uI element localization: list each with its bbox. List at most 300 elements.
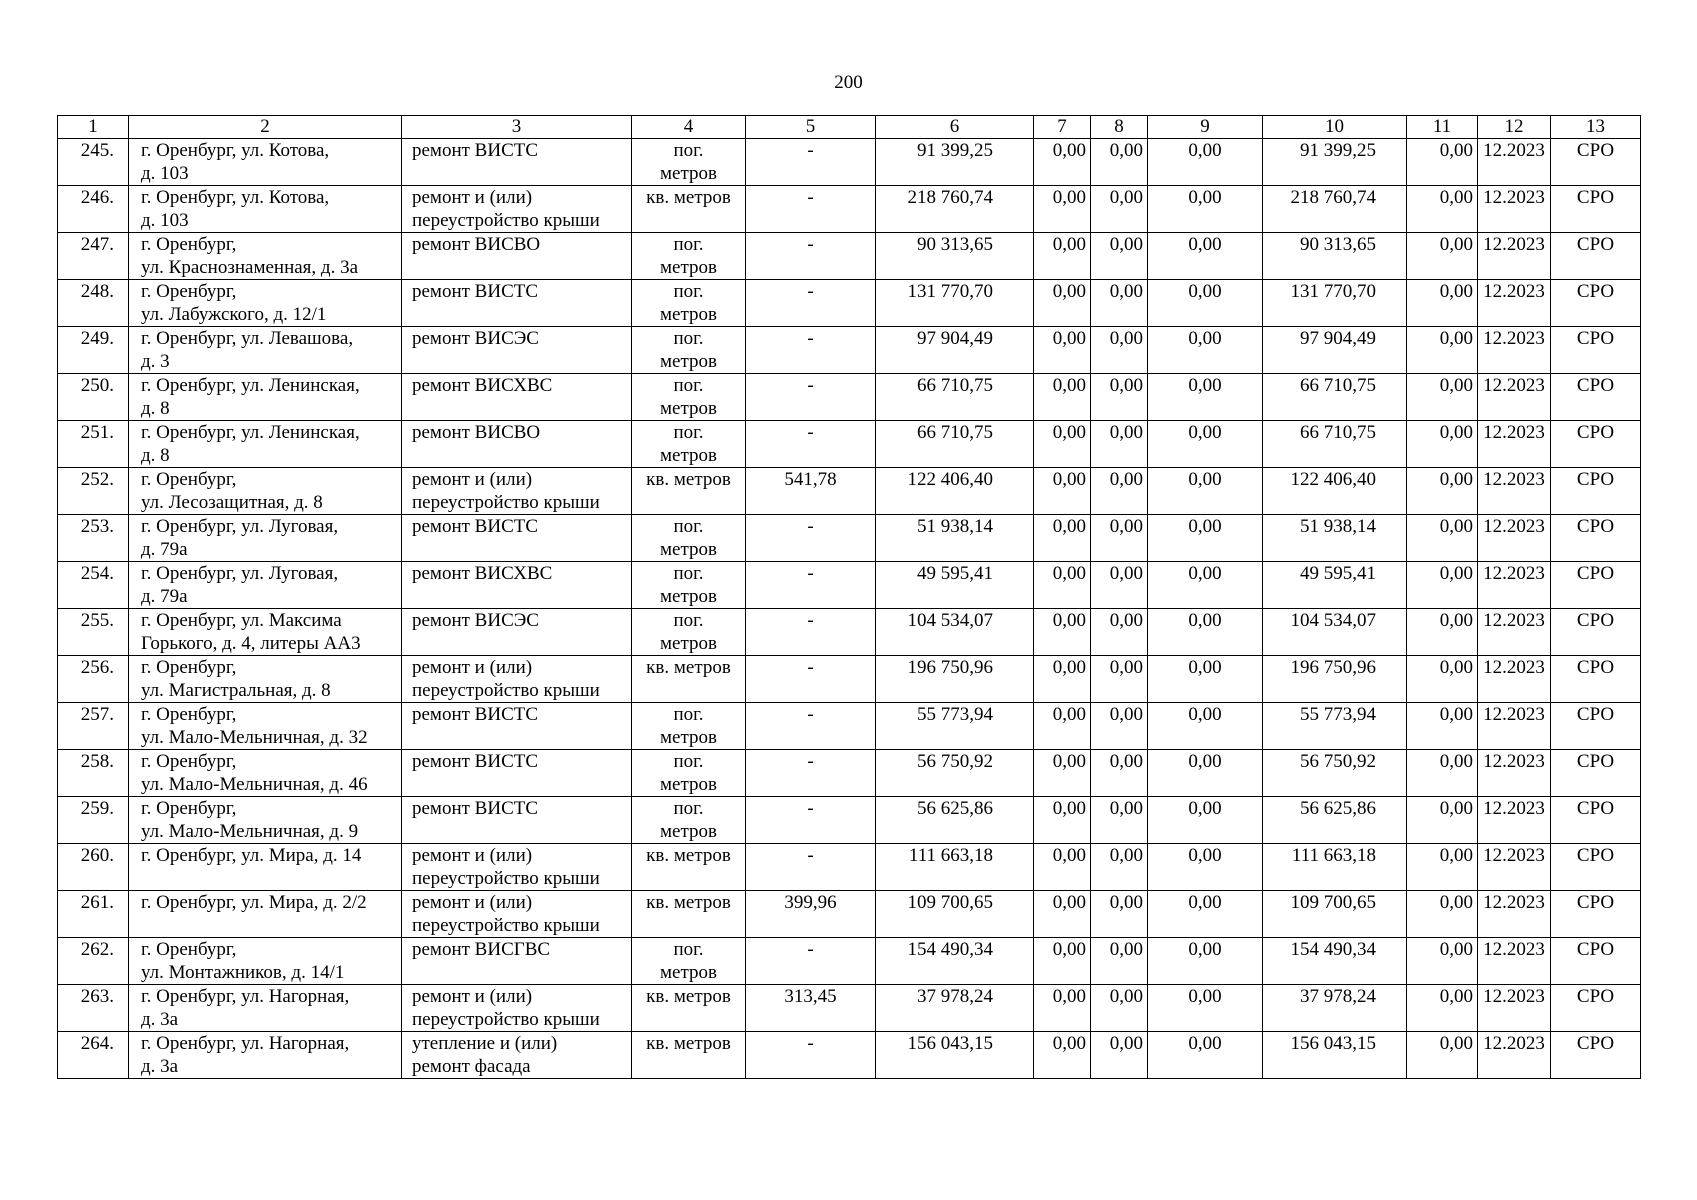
col7-cell: 0,00: [1034, 797, 1091, 844]
col7-cell: 0,00: [1034, 139, 1091, 186]
work-type-cell: [402, 327, 632, 374]
address-cell: [129, 421, 402, 468]
total-cost-cell: 109 700,65: [876, 891, 1034, 938]
address-cell-line: г. Оренбург, ул. Луговая,: [141, 563, 339, 584]
fund-cost-cell: 104 534,07: [1263, 609, 1407, 656]
unit-cell: [632, 844, 746, 891]
unit-cell-line: метров: [660, 445, 717, 466]
work-type-cell: [402, 891, 632, 938]
row-number: 259.: [58, 797, 129, 844]
table-row: [58, 233, 1641, 280]
work-type-cell-line: переустройство крыши: [412, 915, 600, 936]
fund-cost-cell: 154 490,34: [1263, 938, 1407, 985]
address-cell-line: г. Оренбург, ул. Мира, д. 14: [141, 845, 362, 866]
col11-cell: 0,00: [1407, 985, 1478, 1032]
row-number: 253.: [58, 515, 129, 562]
col8-cell: 0,00: [1091, 562, 1148, 609]
address-cell: [129, 609, 402, 656]
unit-cell-line: пог.: [673, 516, 704, 537]
unit-cell: [632, 233, 746, 280]
fund-cost-cell: 49 595,41: [1263, 562, 1407, 609]
address-cell: [129, 374, 402, 421]
fund-cost-cell: 51 938,14: [1263, 515, 1407, 562]
fund-cost-cell: 66 710,75: [1263, 374, 1407, 421]
work-type-cell-line: переустройство крыши: [412, 1009, 600, 1030]
method-cell: СРО: [1551, 609, 1641, 656]
column-header-6: 6: [876, 116, 1034, 139]
table-row: [58, 280, 1641, 327]
deadline-cell: 12.2023: [1478, 515, 1551, 562]
col9-cell: 0,00: [1148, 139, 1263, 186]
row-number: 248.: [58, 280, 129, 327]
row-number: 261.: [58, 891, 129, 938]
unit-cell: [632, 468, 746, 515]
column-number-row: [58, 116, 1641, 139]
address-cell-line: г. Оренбург,: [141, 939, 237, 960]
address-cell-line: г. Оренбург,: [141, 798, 237, 819]
volume-cell: -: [746, 1032, 876, 1079]
fund-cost-cell: 97 904,49: [1263, 327, 1407, 374]
col7-cell: 0,00: [1034, 421, 1091, 468]
work-type-cell: [402, 186, 632, 233]
col11-cell: 0,00: [1407, 656, 1478, 703]
address-cell-line: г. Оренбург, ул. Ленинская,: [141, 422, 360, 443]
unit-cell-line: пог.: [673, 939, 704, 960]
total-cost-cell: 66 710,75: [876, 374, 1034, 421]
table-row: [58, 656, 1641, 703]
col9-cell: 0,00: [1148, 233, 1263, 280]
unit-cell-line: метров: [660, 539, 717, 560]
work-type-cell-line: переустройство крыши: [412, 492, 600, 513]
col7-cell: 0,00: [1034, 468, 1091, 515]
table-row: [58, 327, 1641, 374]
row-number: 255.: [58, 609, 129, 656]
work-type-cell: [402, 562, 632, 609]
address-cell-line: д. 3: [141, 351, 170, 372]
address-cell: [129, 703, 402, 750]
method-cell: СРО: [1551, 139, 1641, 186]
address-cell-line: г. Оренбург, ул. Котова,: [141, 187, 330, 208]
volume-cell: -: [746, 139, 876, 186]
work-type-cell: [402, 421, 632, 468]
total-cost-cell: 111 663,18: [876, 844, 1034, 891]
method-cell: СРО: [1551, 374, 1641, 421]
col11-cell: 0,00: [1407, 703, 1478, 750]
col11-cell: 0,00: [1407, 139, 1478, 186]
col8-cell: 0,00: [1091, 139, 1148, 186]
col9-cell: 0,00: [1148, 515, 1263, 562]
col7-cell: 0,00: [1034, 703, 1091, 750]
address-cell-line: ул. Лесозащитная, д. 8: [141, 492, 323, 513]
address-cell-line: г. Оренбург, ул. Нагорная,: [141, 986, 350, 1007]
col9-cell: 0,00: [1148, 703, 1263, 750]
col9-cell: 0,00: [1148, 609, 1263, 656]
unit-cell-line: метров: [660, 351, 717, 372]
fund-cost-cell: 91 399,25: [1263, 139, 1407, 186]
fund-cost-cell: 218 760,74: [1263, 186, 1407, 233]
col7-cell: 0,00: [1034, 280, 1091, 327]
method-cell: СРО: [1551, 750, 1641, 797]
method-cell: СРО: [1551, 891, 1641, 938]
table-body: [58, 139, 1641, 1079]
address-cell-line: г. Оренбург, ул. Котова,: [141, 140, 330, 161]
work-type-cell-line: ремонт и (или): [412, 657, 533, 678]
col7-cell: 0,00: [1034, 891, 1091, 938]
address-cell: [129, 139, 402, 186]
address-cell-line: г. Оренбург,: [141, 234, 237, 255]
address-cell-line: д. 103: [141, 163, 189, 184]
col8-cell: 0,00: [1091, 938, 1148, 985]
work-type-cell-line: ремонт ВИСЭС: [412, 610, 539, 631]
address-cell-line: г. Оренбург, ул. Левашова,: [141, 328, 354, 349]
address-cell: [129, 468, 402, 515]
col7-cell: 0,00: [1034, 374, 1091, 421]
unit-cell-line: пог.: [673, 798, 704, 819]
unit-cell-line: пог.: [673, 704, 704, 725]
address-cell-line: ул. Мало-Мельничная, д. 46: [141, 774, 368, 795]
column-header-10: 10: [1263, 116, 1407, 139]
work-type-cell-line: ремонт и (или): [412, 986, 533, 1007]
work-type-cell-line: ремонт ВИСВО: [412, 422, 541, 443]
method-cell: СРО: [1551, 421, 1641, 468]
unit-cell: [632, 280, 746, 327]
col7-cell: 0,00: [1034, 844, 1091, 891]
unit-cell: [632, 891, 746, 938]
unit-cell-line: метров: [660, 962, 717, 983]
row-number: 246.: [58, 186, 129, 233]
work-type-cell-line: ремонт ВИСХВС: [412, 375, 553, 396]
address-cell-line: г. Оренбург, ул. Луговая,: [141, 516, 339, 537]
capital-repair-table: [57, 115, 1641, 1079]
unit-cell-line: метров: [660, 821, 717, 842]
work-type-cell-line: ремонт и (или): [412, 845, 533, 866]
deadline-cell: 12.2023: [1478, 562, 1551, 609]
table-row: [58, 374, 1641, 421]
col8-cell: 0,00: [1091, 750, 1148, 797]
total-cost-cell: 104 534,07: [876, 609, 1034, 656]
col8-cell: 0,00: [1091, 280, 1148, 327]
row-number: 254.: [58, 562, 129, 609]
volume-cell: -: [746, 374, 876, 421]
fund-cost-cell: 196 750,96: [1263, 656, 1407, 703]
address-cell: [129, 938, 402, 985]
unit-cell: [632, 421, 746, 468]
col8-cell: 0,00: [1091, 844, 1148, 891]
unit-cell-line: пог.: [673, 563, 704, 584]
unit-cell: [632, 750, 746, 797]
col7-cell: 0,00: [1034, 1032, 1091, 1079]
col7-cell: 0,00: [1034, 515, 1091, 562]
deadline-cell: 12.2023: [1478, 797, 1551, 844]
deadline-cell: 12.2023: [1478, 750, 1551, 797]
method-cell: СРО: [1551, 233, 1641, 280]
address-cell: [129, 186, 402, 233]
work-type-cell: [402, 1032, 632, 1079]
total-cost-cell: 56 625,86: [876, 797, 1034, 844]
address-cell-line: г. Оренбург,: [141, 657, 237, 678]
address-cell-line: г. Оренбург,: [141, 751, 237, 772]
work-type-cell-line: ремонт ВИСТС: [412, 516, 539, 537]
unit-cell-line: кв. метров: [646, 187, 731, 208]
unit-cell-line: кв. метров: [646, 986, 731, 1007]
total-cost-cell: 56 750,92: [876, 750, 1034, 797]
col9-cell: 0,00: [1148, 1032, 1263, 1079]
unit-cell-line: кв. метров: [646, 1033, 731, 1054]
col11-cell: 0,00: [1407, 327, 1478, 374]
table-row: [58, 703, 1641, 750]
row-number: 258.: [58, 750, 129, 797]
col11-cell: 0,00: [1407, 797, 1478, 844]
fund-cost-cell: 55 773,94: [1263, 703, 1407, 750]
total-cost-cell: 90 313,65: [876, 233, 1034, 280]
volume-cell: -: [746, 421, 876, 468]
row-number: 252.: [58, 468, 129, 515]
table-row: [58, 1032, 1641, 1079]
col8-cell: 0,00: [1091, 515, 1148, 562]
unit-cell: [632, 374, 746, 421]
fund-cost-cell: 109 700,65: [1263, 891, 1407, 938]
column-header-12: 12: [1478, 116, 1551, 139]
work-type-cell-line: ремонт ВИСВО: [412, 234, 541, 255]
address-cell: [129, 280, 402, 327]
col7-cell: 0,00: [1034, 656, 1091, 703]
column-header-4: 4: [632, 116, 746, 139]
volume-cell: -: [746, 562, 876, 609]
unit-cell-line: пог.: [673, 281, 704, 302]
fund-cost-cell: 37 978,24: [1263, 985, 1407, 1032]
unit-cell-line: метров: [660, 586, 717, 607]
col11-cell: 0,00: [1407, 750, 1478, 797]
work-type-cell-line: ремонт и (или): [412, 469, 533, 490]
col7-cell: 0,00: [1034, 233, 1091, 280]
col7-cell: 0,00: [1034, 750, 1091, 797]
unit-cell: [632, 938, 746, 985]
unit-cell-line: метров: [660, 257, 717, 278]
method-cell: СРО: [1551, 1032, 1641, 1079]
unit-cell-line: пог.: [673, 751, 704, 772]
col9-cell: 0,00: [1148, 750, 1263, 797]
col7-cell: 0,00: [1034, 609, 1091, 656]
address-cell-line: г. Оренбург,: [141, 281, 237, 302]
col9-cell: 0,00: [1148, 327, 1263, 374]
unit-cell-line: пог.: [673, 140, 704, 161]
unit-cell: [632, 562, 746, 609]
table-row: [58, 891, 1641, 938]
work-type-cell: [402, 609, 632, 656]
work-type-cell-line: ремонт фасада: [412, 1056, 531, 1077]
method-cell: СРО: [1551, 562, 1641, 609]
address-cell: [129, 750, 402, 797]
address-cell-line: д. 103: [141, 210, 189, 231]
table-row: [58, 609, 1641, 656]
work-type-cell: [402, 374, 632, 421]
deadline-cell: 12.2023: [1478, 468, 1551, 515]
volume-cell: -: [746, 327, 876, 374]
unit-cell-line: пог.: [673, 422, 704, 443]
unit-cell-line: кв. метров: [646, 657, 731, 678]
fund-cost-cell: 131 770,70: [1263, 280, 1407, 327]
table-row: [58, 139, 1641, 186]
address-cell: [129, 515, 402, 562]
col11-cell: 0,00: [1407, 421, 1478, 468]
deadline-cell: 12.2023: [1478, 703, 1551, 750]
address-cell: [129, 844, 402, 891]
column-header-13: 13: [1551, 116, 1641, 139]
method-cell: СРО: [1551, 844, 1641, 891]
col11-cell: 0,00: [1407, 468, 1478, 515]
table-row: [58, 515, 1641, 562]
work-type-cell: [402, 844, 632, 891]
volume-cell: -: [746, 515, 876, 562]
deadline-cell: 12.2023: [1478, 985, 1551, 1032]
deadline-cell: 12.2023: [1478, 1032, 1551, 1079]
unit-cell-line: метров: [660, 398, 717, 419]
volume-cell: -: [746, 186, 876, 233]
address-cell-line: д. 8: [141, 398, 170, 419]
col9-cell: 0,00: [1148, 938, 1263, 985]
unit-cell-line: кв. метров: [646, 892, 731, 913]
unit-cell-line: кв. метров: [646, 469, 731, 490]
work-type-cell: [402, 280, 632, 327]
unit-cell: [632, 515, 746, 562]
deadline-cell: 12.2023: [1478, 374, 1551, 421]
address-cell: [129, 327, 402, 374]
col9-cell: 0,00: [1148, 985, 1263, 1032]
row-number: 264.: [58, 1032, 129, 1079]
unit-cell-line: кв. метров: [646, 845, 731, 866]
col9-cell: 0,00: [1148, 844, 1263, 891]
total-cost-cell: 55 773,94: [876, 703, 1034, 750]
column-header-9: 9: [1148, 116, 1263, 139]
deadline-cell: 12.2023: [1478, 186, 1551, 233]
row-number: 263.: [58, 985, 129, 1032]
fund-cost-cell: 156 043,15: [1263, 1032, 1407, 1079]
unit-cell-line: метров: [660, 304, 717, 325]
address-cell-line: г. Оренбург,: [141, 469, 237, 490]
address-cell-line: д. 8: [141, 445, 170, 466]
table-row: [58, 985, 1641, 1032]
unit-cell: [632, 1032, 746, 1079]
col9-cell: 0,00: [1148, 797, 1263, 844]
column-header-1: 1: [58, 116, 129, 139]
unit-cell: [632, 797, 746, 844]
unit-cell-line: пог.: [673, 328, 704, 349]
col8-cell: 0,00: [1091, 374, 1148, 421]
col8-cell: 0,00: [1091, 797, 1148, 844]
method-cell: СРО: [1551, 656, 1641, 703]
total-cost-cell: 66 710,75: [876, 421, 1034, 468]
method-cell: СРО: [1551, 186, 1641, 233]
table-row: [58, 844, 1641, 891]
volume-cell: -: [746, 656, 876, 703]
volume-cell: -: [746, 938, 876, 985]
row-number: 251.: [58, 421, 129, 468]
address-cell: [129, 1032, 402, 1079]
col11-cell: 0,00: [1407, 515, 1478, 562]
work-type-cell-line: утепление и (или): [412, 1033, 558, 1054]
col11-cell: 0,00: [1407, 891, 1478, 938]
address-cell: [129, 891, 402, 938]
deadline-cell: 12.2023: [1478, 938, 1551, 985]
unit-cell-line: пог.: [673, 234, 704, 255]
work-type-cell-line: ремонт ВИСТС: [412, 140, 539, 161]
address-cell-line: ул. Лабужского, д. 12/1: [141, 304, 327, 325]
table-row: [58, 797, 1641, 844]
row-number: 262.: [58, 938, 129, 985]
col8-cell: 0,00: [1091, 985, 1148, 1032]
unit-cell: [632, 139, 746, 186]
col11-cell: 0,00: [1407, 280, 1478, 327]
column-header-7: 7: [1034, 116, 1091, 139]
deadline-cell: 12.2023: [1478, 421, 1551, 468]
col11-cell: 0,00: [1407, 562, 1478, 609]
row-number: 250.: [58, 374, 129, 421]
col8-cell: 0,00: [1091, 891, 1148, 938]
deadline-cell: 12.2023: [1478, 844, 1551, 891]
volume-cell: -: [746, 750, 876, 797]
volume-cell: -: [746, 280, 876, 327]
total-cost-cell: 49 595,41: [876, 562, 1034, 609]
total-cost-cell: 91 399,25: [876, 139, 1034, 186]
unit-cell-line: метров: [660, 633, 717, 654]
col8-cell: 0,00: [1091, 327, 1148, 374]
address-cell-line: г. Оренбург, ул. Нагорная,: [141, 1033, 350, 1054]
unit-cell-line: метров: [660, 163, 717, 184]
fund-cost-cell: 111 663,18: [1263, 844, 1407, 891]
column-header-11: 11: [1407, 116, 1478, 139]
work-type-cell-line: ремонт ВИСХВС: [412, 563, 553, 584]
page-number: 200: [834, 72, 863, 93]
row-number: 260.: [58, 844, 129, 891]
unit-cell: [632, 609, 746, 656]
deadline-cell: 12.2023: [1478, 609, 1551, 656]
col8-cell: 0,00: [1091, 186, 1148, 233]
col11-cell: 0,00: [1407, 233, 1478, 280]
work-type-cell: [402, 938, 632, 985]
table-row: [58, 421, 1641, 468]
address-cell-line: д. 79а: [141, 539, 188, 560]
fund-cost-cell: 122 406,40: [1263, 468, 1407, 515]
unit-cell: [632, 186, 746, 233]
col8-cell: 0,00: [1091, 468, 1148, 515]
total-cost-cell: 196 750,96: [876, 656, 1034, 703]
col11-cell: 0,00: [1407, 609, 1478, 656]
table-row: [58, 562, 1641, 609]
volume-cell: -: [746, 233, 876, 280]
col8-cell: 0,00: [1091, 421, 1148, 468]
total-cost-cell: 37 978,24: [876, 985, 1034, 1032]
work-type-cell: [402, 468, 632, 515]
work-type-cell: [402, 797, 632, 844]
work-type-cell: [402, 985, 632, 1032]
total-cost-cell: 122 406,40: [876, 468, 1034, 515]
work-type-cell-line: ремонт ВИСТС: [412, 704, 539, 725]
work-type-cell-line: ремонт ВИСГВС: [412, 939, 551, 960]
deadline-cell: 12.2023: [1478, 280, 1551, 327]
address-cell-line: Горького, д. 4, литеры АА3: [141, 633, 361, 654]
unit-cell-line: пог.: [673, 375, 704, 396]
col9-cell: 0,00: [1148, 421, 1263, 468]
col8-cell: 0,00: [1091, 233, 1148, 280]
total-cost-cell: 97 904,49: [876, 327, 1034, 374]
table-row: [58, 938, 1641, 985]
address-cell-line: ул. Краснознаменная, д. 3а: [141, 257, 359, 278]
unit-cell: [632, 656, 746, 703]
volume-cell: 541,78: [746, 468, 876, 515]
work-type-cell: [402, 750, 632, 797]
work-type-cell-line: ремонт ВИСТС: [412, 751, 539, 772]
volume-cell: -: [746, 609, 876, 656]
